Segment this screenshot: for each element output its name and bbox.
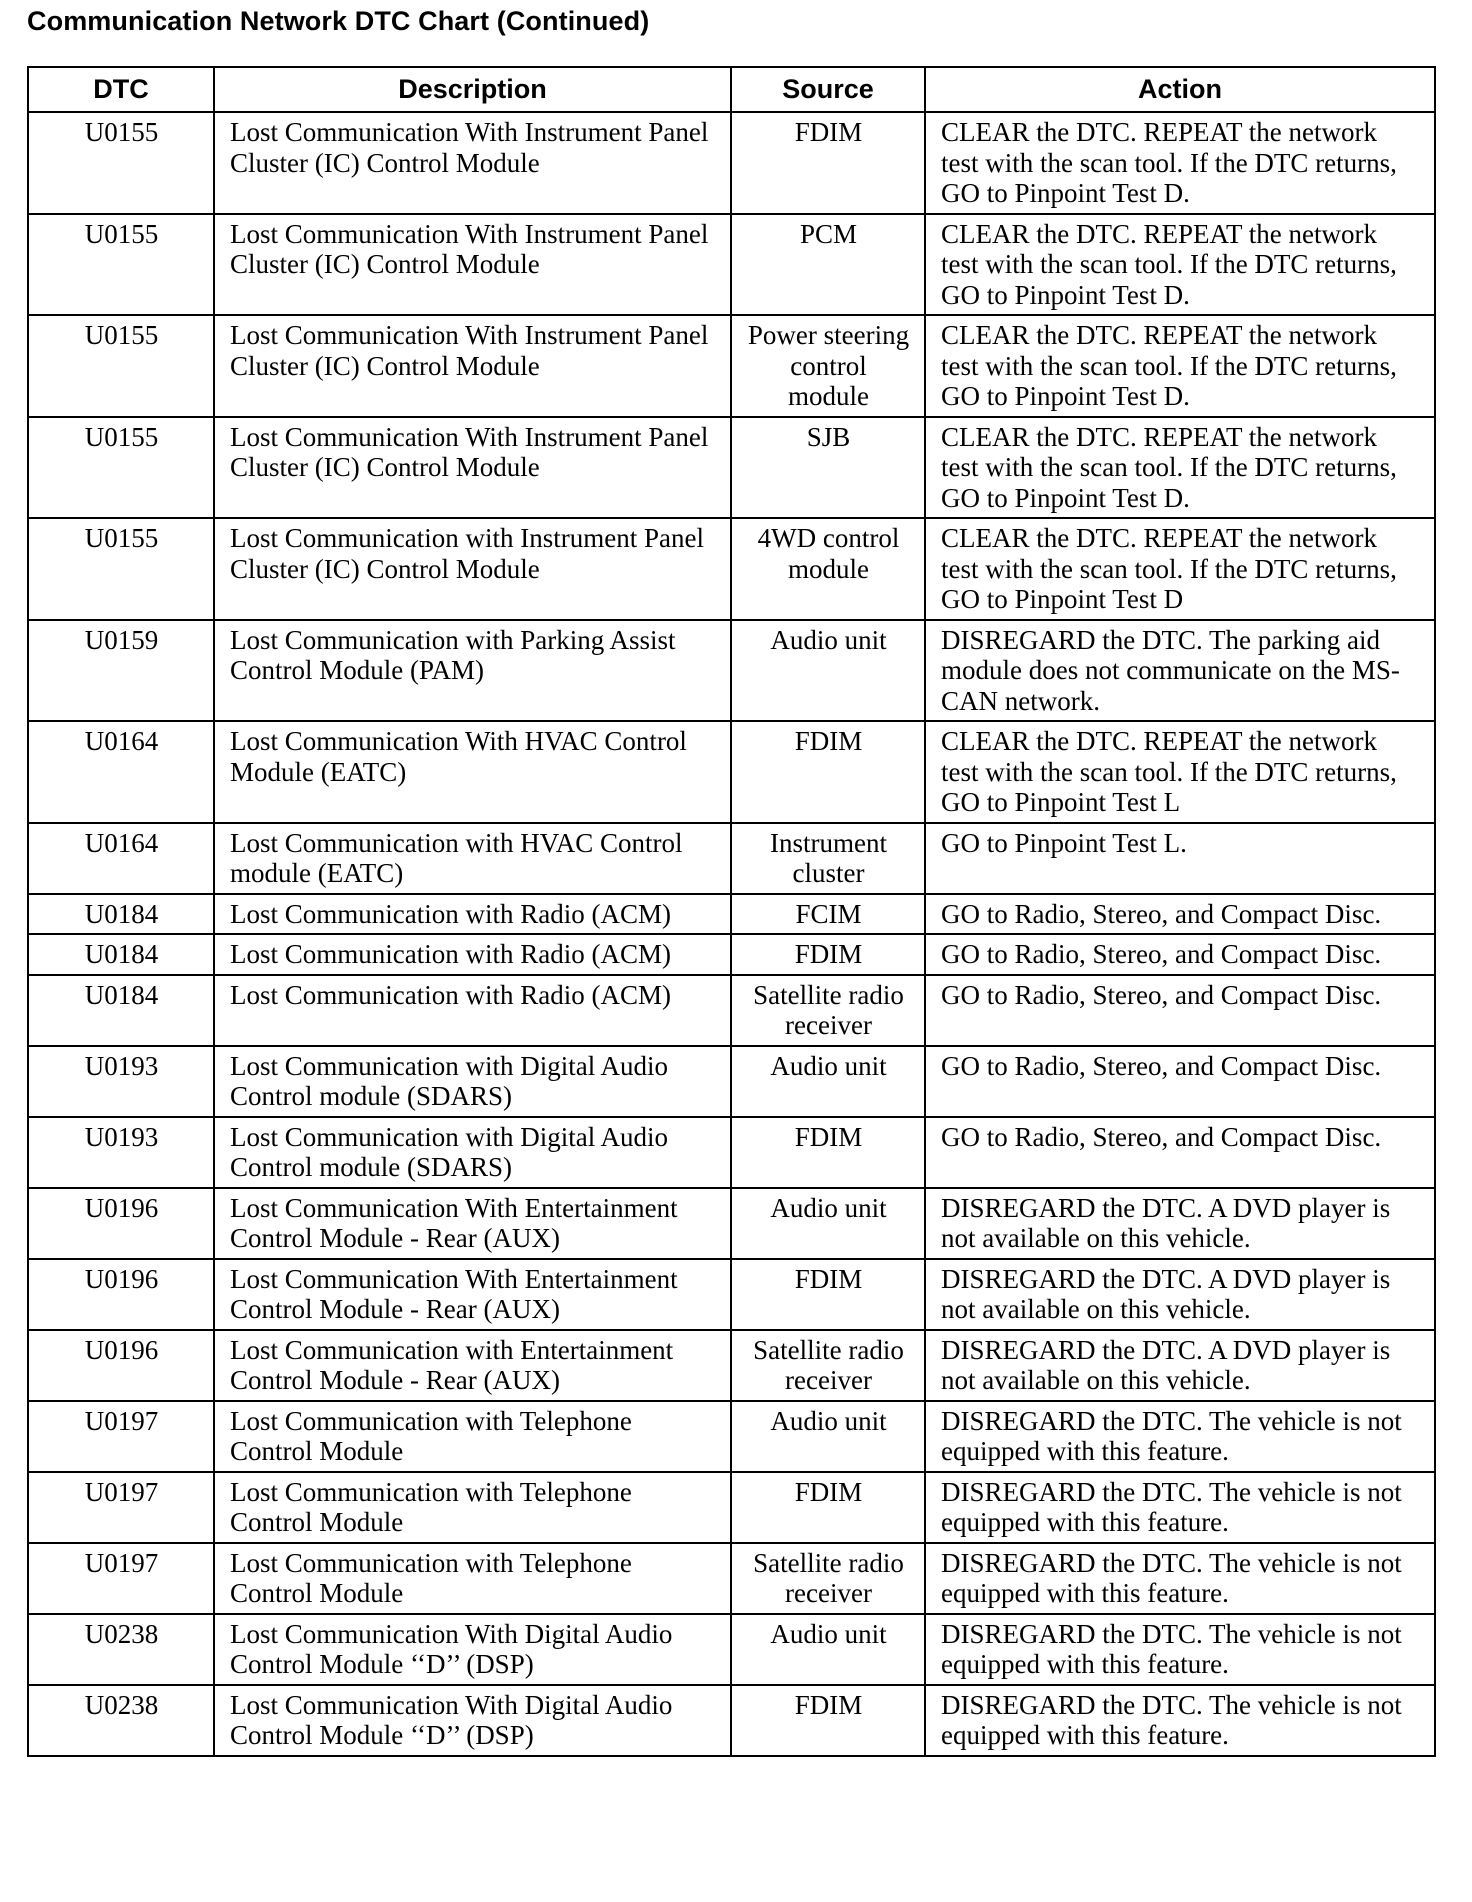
dtc-source: Satellite radio receiver bbox=[731, 1330, 925, 1401]
dtc-code: U0155 bbox=[28, 315, 214, 417]
table-row bbox=[28, 894, 1435, 935]
dtc-description: Lost Communication With Instrument Panel Cluster (IC) Control Module bbox=[214, 112, 731, 214]
dtc-source: Instrument cluster bbox=[731, 823, 925, 894]
table-row bbox=[28, 1117, 1435, 1188]
table-row bbox=[28, 1259, 1435, 1330]
table-row bbox=[28, 1330, 1435, 1401]
dtc-code: U0155 bbox=[28, 214, 214, 316]
dtc-source: Satellite radio receiver bbox=[731, 975, 925, 1046]
dtc-action: CLEAR the DTC. REPEAT the network test with the scan tool. If the DTC returns, GO to Pinpoint Test D bbox=[925, 518, 1435, 620]
dtc-code: U0238 bbox=[28, 1685, 214, 1756]
dtc-source: FDIM bbox=[731, 1259, 925, 1330]
dtc-action: GO to Radio, Stereo, and Compact Disc. bbox=[925, 934, 1435, 975]
dtc-description: Lost Communication With Instrument Panel Cluster (IC) Control Module bbox=[214, 214, 731, 316]
dtc-table bbox=[27, 66, 1436, 1757]
table-row bbox=[28, 1543, 1435, 1614]
dtc-description: Lost Communication with Radio (ACM) bbox=[214, 934, 731, 975]
dtc-code: U0155 bbox=[28, 112, 214, 214]
dtc-action: GO to Radio, Stereo, and Compact Disc. bbox=[925, 1046, 1435, 1117]
dtc-description: Lost Communication With HVAC Control Module (EATC) bbox=[214, 721, 731, 823]
table-row bbox=[28, 1685, 1435, 1756]
dtc-code: U0238 bbox=[28, 1614, 214, 1685]
dtc-action: DISREGARD the DTC. The parking aid module does not communicate on the MS-CAN network. bbox=[925, 620, 1435, 722]
dtc-action: GO to Radio, Stereo, and Compact Disc. bbox=[925, 975, 1435, 1046]
dtc-code: U0197 bbox=[28, 1401, 214, 1472]
dtc-action: CLEAR the DTC. REPEAT the network test with the scan tool. If the DTC returns, GO to Pinpoint Test D. bbox=[925, 315, 1435, 417]
dtc-description: Lost Communication With Instrument Panel Cluster (IC) Control Module bbox=[214, 315, 731, 417]
table-row bbox=[28, 620, 1435, 722]
dtc-source: FDIM bbox=[731, 934, 925, 975]
dtc-description: Lost Communication with Telephone Control Module bbox=[214, 1472, 731, 1543]
dtc-action: DISREGARD the DTC. The vehicle is not equipped with this feature. bbox=[925, 1685, 1435, 1756]
header-action: Action bbox=[925, 67, 1435, 112]
table-row bbox=[28, 214, 1435, 316]
dtc-source: FDIM bbox=[731, 112, 925, 214]
dtc-source: FDIM bbox=[731, 1472, 925, 1543]
dtc-source: Satellite radio receiver bbox=[731, 1543, 925, 1614]
dtc-action: DISREGARD the DTC. The vehicle is not equipped with this feature. bbox=[925, 1401, 1435, 1472]
dtc-code: U0164 bbox=[28, 823, 214, 894]
dtc-description: Lost Communication with Telephone Control Module bbox=[214, 1543, 731, 1614]
header-source: Source bbox=[731, 67, 925, 112]
dtc-source: Audio unit bbox=[731, 1614, 925, 1685]
dtc-description: Lost Communication with Digital Audio Control module (SDARS) bbox=[214, 1046, 731, 1117]
table-row bbox=[28, 823, 1435, 894]
dtc-action: GO to Radio, Stereo, and Compact Disc. bbox=[925, 894, 1435, 935]
dtc-source: PCM bbox=[731, 214, 925, 316]
dtc-action: DISREGARD the DTC. The vehicle is not equipped with this feature. bbox=[925, 1472, 1435, 1543]
dtc-code: U0196 bbox=[28, 1330, 214, 1401]
dtc-description: Lost Communication with Radio (ACM) bbox=[214, 975, 731, 1046]
dtc-description: Lost Communication with Telephone Control Module bbox=[214, 1401, 731, 1472]
dtc-action: CLEAR the DTC. REPEAT the network test with the scan tool. If the DTC returns, GO to Pinpoint Test D. bbox=[925, 417, 1435, 519]
dtc-source: Audio unit bbox=[731, 1188, 925, 1259]
dtc-description: Lost Communication With Entertainment Control Module - Rear (AUX) bbox=[214, 1188, 731, 1259]
dtc-description: Lost Communication With Entertainment Control Module - Rear (AUX) bbox=[214, 1259, 731, 1330]
dtc-description: Lost Communication with Instrument Panel Cluster (IC) Control Module bbox=[214, 518, 731, 620]
dtc-source: Audio unit bbox=[731, 620, 925, 722]
table-row bbox=[28, 1614, 1435, 1685]
dtc-source: FDIM bbox=[731, 721, 925, 823]
dtc-description: Lost Communication with Entertainment Control Module - Rear (AUX) bbox=[214, 1330, 731, 1401]
dtc-source: SJB bbox=[731, 417, 925, 519]
dtc-action: CLEAR the DTC. REPEAT the network test with the scan tool. If the DTC returns, GO to Pinpoint Test L bbox=[925, 721, 1435, 823]
dtc-code: U0193 bbox=[28, 1117, 214, 1188]
dtc-code: U0197 bbox=[28, 1472, 214, 1543]
header-description: Description bbox=[214, 67, 731, 112]
dtc-action: DISREGARD the DTC. A DVD player is not available on this vehicle. bbox=[925, 1330, 1435, 1401]
dtc-description: Lost Communication With Digital Audio Control Module ‘‘D’’ (DSP) bbox=[214, 1685, 731, 1756]
dtc-code: U0196 bbox=[28, 1188, 214, 1259]
dtc-source: FCIM bbox=[731, 894, 925, 935]
dtc-action: CLEAR the DTC. REPEAT the network test with the scan tool. If the DTC returns, GO to Pinpoint Test D. bbox=[925, 112, 1435, 214]
header-dtc: DTC bbox=[28, 67, 214, 112]
table-row bbox=[28, 518, 1435, 620]
table-row bbox=[28, 1472, 1435, 1543]
table-row bbox=[28, 1188, 1435, 1259]
dtc-code: U0184 bbox=[28, 934, 214, 975]
table-header-row bbox=[28, 67, 1435, 112]
dtc-code: U0193 bbox=[28, 1046, 214, 1117]
dtc-code: U0197 bbox=[28, 1543, 214, 1614]
dtc-source: FDIM bbox=[731, 1117, 925, 1188]
page-title: Communication Network DTC Chart (Continued) bbox=[27, 6, 650, 36]
dtc-description: Lost Communication With Digital Audio Control Module ‘‘D’’ (DSP) bbox=[214, 1614, 731, 1685]
dtc-source: Audio unit bbox=[731, 1401, 925, 1472]
dtc-code: U0159 bbox=[28, 620, 214, 722]
dtc-source: FDIM bbox=[731, 1685, 925, 1756]
table-row bbox=[28, 417, 1435, 519]
dtc-source: 4WD control module bbox=[731, 518, 925, 620]
dtc-action: DISREGARD the DTC. A DVD player is not available on this vehicle. bbox=[925, 1259, 1435, 1330]
table-row bbox=[28, 112, 1435, 214]
dtc-description: Lost Communication with Parking Assist Control Module (PAM) bbox=[214, 620, 731, 722]
table-row bbox=[28, 975, 1435, 1046]
dtc-action: DISREGARD the DTC. The vehicle is not equipped with this feature. bbox=[925, 1614, 1435, 1685]
dtc-code: U0164 bbox=[28, 721, 214, 823]
dtc-description: Lost Communication with Radio (ACM) bbox=[214, 894, 731, 935]
dtc-code: U0184 bbox=[28, 894, 214, 935]
dtc-code: U0196 bbox=[28, 1259, 214, 1330]
table-row bbox=[28, 934, 1435, 975]
dtc-action: DISREGARD the DTC. A DVD player is not available on this vehicle. bbox=[925, 1188, 1435, 1259]
dtc-description: Lost Communication with HVAC Control module (EATC) bbox=[214, 823, 731, 894]
dtc-action: DISREGARD the DTC. The vehicle is not equipped with this feature. bbox=[925, 1543, 1435, 1614]
table-row bbox=[28, 721, 1435, 823]
dtc-action: GO to Radio, Stereo, and Compact Disc. bbox=[925, 1117, 1435, 1188]
table-row bbox=[28, 1401, 1435, 1472]
dtc-description: Lost Communication with Digital Audio Control module (SDARS) bbox=[214, 1117, 731, 1188]
dtc-action: GO to Pinpoint Test L. bbox=[925, 823, 1435, 894]
dtc-code: U0155 bbox=[28, 417, 214, 519]
dtc-source: Audio unit bbox=[731, 1046, 925, 1117]
dtc-description: Lost Communication With Instrument Panel Cluster (IC) Control Module bbox=[214, 417, 731, 519]
dtc-source: Power steering control module bbox=[731, 315, 925, 417]
dtc-code: U0184 bbox=[28, 975, 214, 1046]
dtc-code: U0155 bbox=[28, 518, 214, 620]
table-row bbox=[28, 315, 1435, 417]
dtc-action: CLEAR the DTC. REPEAT the network test with the scan tool. If the DTC returns, GO to Pinpoint Test D. bbox=[925, 214, 1435, 316]
table-row bbox=[28, 1046, 1435, 1117]
